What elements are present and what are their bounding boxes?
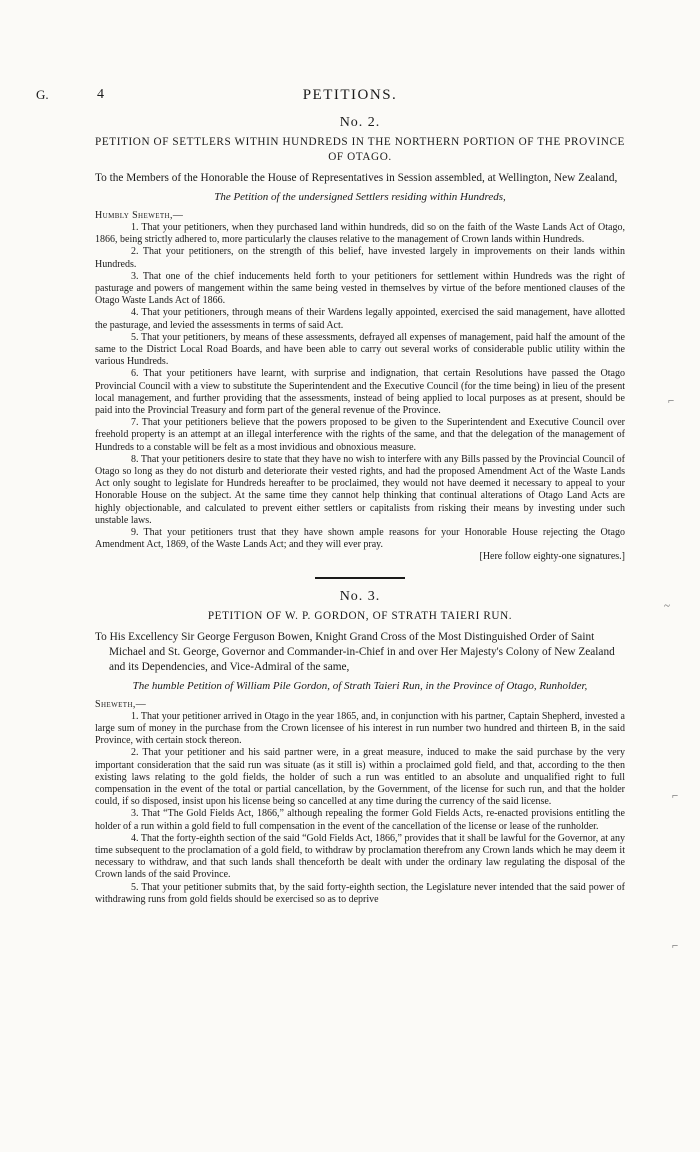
petition-3 (95, 589, 625, 906)
paragraph: 3. That one of the chief inducements held forth to your petitioners for settlement within Hundreds was the right of pasturage and powers of mangement within the same being vested in themselves by virtue of the before mentioned clauses of the Otago Waste Lands Act of 1866. (95, 270, 625, 307)
paragraph: 5. That your petitioners, by means of these assessments, defrayed all expenses of management, paid half the amount of the same to the District Local Road Boards, and have been able to carry out several works of considerable public utility within the various Hundreds. (95, 331, 625, 368)
margin-mark: ⌐ (672, 790, 679, 802)
petition-number: No. 3. (339, 588, 381, 604)
signatures-note: [Here follow eighty-one signatures.] (479, 551, 625, 563)
paragraph: 5. That your petitioner submits that, by the said forty-eighth section, the Legislature never intended that the said power of withdrawing runs from gold fields should be exercised so as to deprive (95, 881, 625, 905)
paragraph: 8. That your petitioners desire to state that they have no wish to interfere with any Bills passed by the Provincial Council of Otago so long as they do not disturb and deteriorate their vested rights, and had the proposed Amendment Act of the Waste Lands Act only sought to legislate for Hundreds hereafter to be proclaimed, they would not have deemed it necessary to appeal to your Honorable House on the subject. At the same time they cannot help thinking that continual alterations of Otago Land Acts are highly objectionable, and calculated to prevent either settlers or capitalists from risking their means by investing under such unstable laws. (95, 453, 625, 526)
running-title: PETITIONS. (302, 87, 398, 103)
paragraph: 1. That your petitioner arrived in Otago in the year 1865, and, in conjunction with his partner, Captain Shepherd, invested a large sum of money in the purchase from the Crown licensee of his interest in run number two hundred and thirteen B, in the said Province, with certain stock thereon. (95, 710, 625, 747)
salutation: Sheweth,— (95, 698, 147, 710)
margin-mark: ~ (664, 600, 670, 612)
petition-title: PETITION OF SETTLERS WITHIN HUNDREDS IN THE NORTHERN PORTION OF THE PROVINCE OF OTAGO. (95, 136, 625, 163)
page-header (0, 87, 700, 107)
petition-2 (95, 115, 625, 564)
paragraph: 6. That your petitioners have learnt, with surprise and indignation, that certain Resolutions have passed the Otago Provincial Council with a view to substitute the Superintendent and the Executive Council (for the time being) in lieu of the present local management, and further providing that the assessments, instead of being applied to local purposes as at present, should be paid into the Provincial Treasury and form part of the general revenue of the Province. (95, 368, 625, 417)
petition-address: To His Excellency Sir George Ferguson Bowen, Knight Grand Cross of the Most Distinguished Order of Saint Michael and St. George, Governor and Commander-in-Chief in and over Her Majesty's Colony of New Zealand and its Dependencies, and Vice-Admiral of the same, (95, 630, 615, 673)
paragraph: 4. That your petitioners, through means of their Wardens legally appointed, exercised the said management, have allotted the pasturage, and levied the assessments in terms of said Act. (95, 307, 625, 331)
paragraph: 1. That your petitioners, when they purchased land within hundreds, did so on the faith of the Waste Lands Act of Otago, 1866, being strictly adhered to, more particularly the clauses relative to the management of Crown lands within Hundreds. (95, 222, 625, 246)
paragraph: 2. That your petitioners, on the strength of this belief, have invested largely in improvements on their lands within Hundreds. (95, 246, 625, 270)
margin-mark: ⌐ (672, 940, 679, 952)
petition-address: To the Members of the Honorable the House of Representatives in Session assembled, at Wellington, New Zealand, (95, 172, 618, 184)
paragraph: 9. That your petitioners trust that they have shown ample reasons for your Honorable House rejecting the Otago Amendment Act, 1869, of the Waste Lands Act; and they will ever pray. (95, 527, 625, 551)
petition-of: The humble Petition of William Pile Gordon, of Strath Taieri Run, in the Province of Otago, Runholder, (132, 679, 588, 692)
margin-mark: ⌐ (668, 395, 675, 407)
salutation: Humbly Sheweth,— (95, 210, 184, 221)
page-content (95, 115, 625, 906)
paragraph: 4. That the forty-eighth section of the said “Gold Fields Act, 1866,” provides that it shall be lawful for the Governor, at any time subsequent to the proclamation of a gold field, to withdraw by proclamation therefrom any Crown lands which he may deem it necessary to withdraw, and that such lands shall thenceforth be dealt with under the ordinary law regulating the disposal of the Crown lands of the said Province. (95, 832, 625, 881)
petition-title: PETITION OF W. P. GORDON, OF STRATH TAIERI RUN. (207, 609, 513, 622)
petition-of: The Petition of the undersigned Settlers residing within Hundreds, (214, 191, 506, 203)
section-divider (315, 577, 405, 579)
paragraph: 7. That your petitioners believe that the powers proposed to be given to the Superintendent and Executive Council over freehold property is an attempt at an illegal interference with the rights of the same, and that the delegation of the management of Hundreds to a constable will be felt as a most invidious and obnoxious measure. (95, 417, 625, 453)
section-letter: G. (36, 87, 49, 102)
page-number: 4 (97, 87, 104, 102)
petition-number: No. 2. (339, 115, 381, 130)
paragraph: 2. That your petitioner and his said partner were, in a great measure, induced to make the said purchase by the very important consideration that the said run was situate (as it still is) within a proclaimed gold field, and that, according to the then existing laws relating to the gold fields, the holder of such a run was entitled to an absolute and unqualified right to full compensation in the event of the total or partial cancellation, by the Government, of the license for such run, and that the holder could, if so disposed, insist upon his license being so cancelled at any time during the currency of the said license. (95, 747, 625, 808)
paragraph: 3. That “The Gold Fields Act, 1866,” although repealing the former Gold Fields Acts, re-enacted provisions entitling the holder of a run within a gold field to full compensation in the event of the cancellation of the license or lease of the runholder. (95, 808, 625, 832)
